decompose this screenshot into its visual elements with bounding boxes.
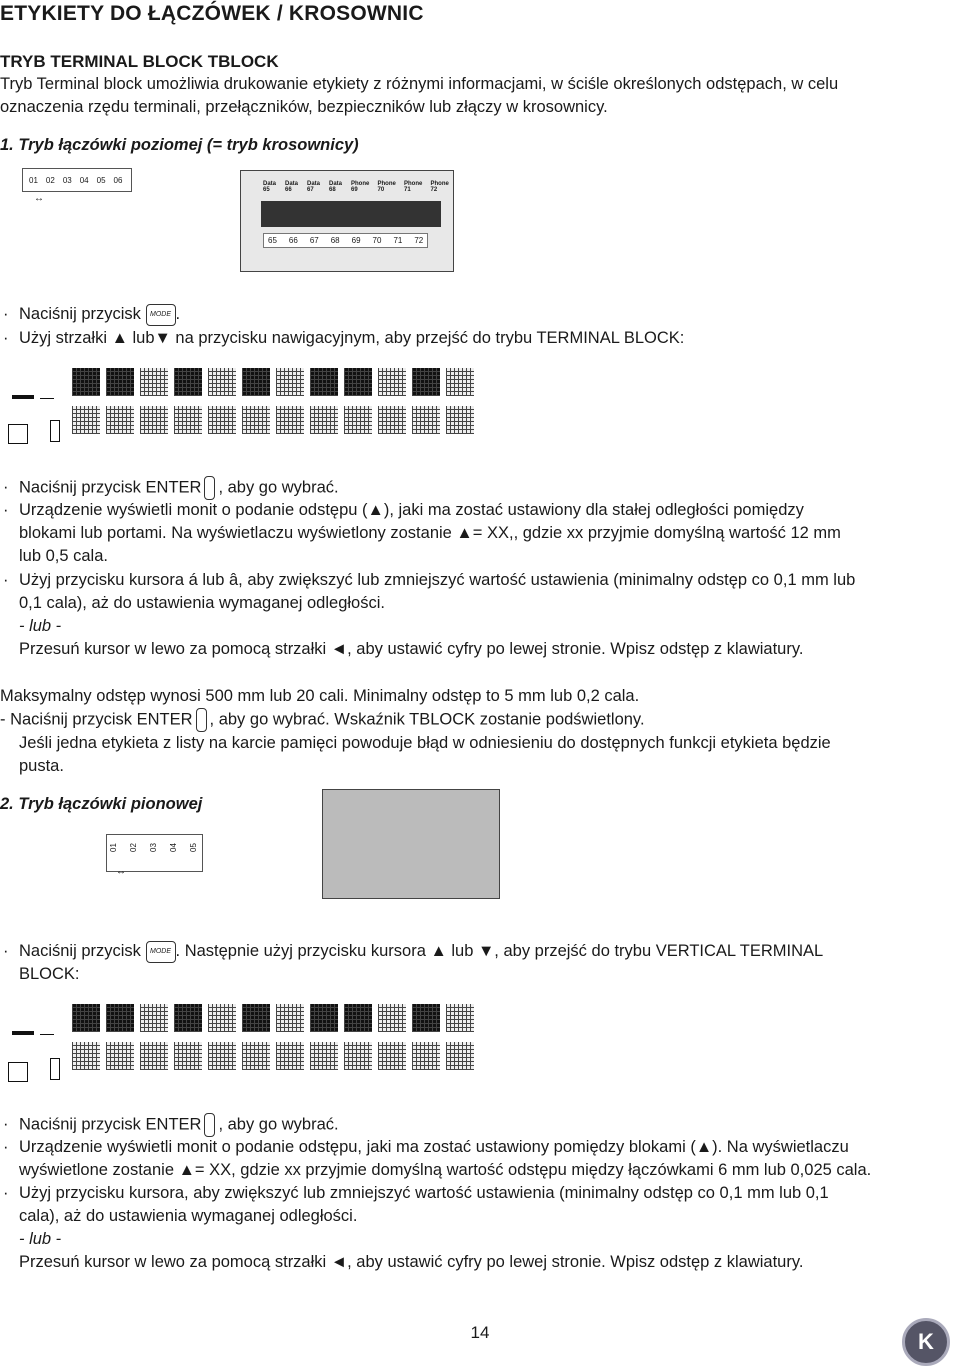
- panel-label: Data 67: [307, 181, 321, 193]
- error-note: Jeśli jedna etykieta z listy na karcie pamięci powoduje błąd w odniesieniu do dostępnych funkcji etykieta będzie: [19, 734, 831, 752]
- lcd-indicator-icon: [40, 1034, 54, 1035]
- mode-button-icon: MODE: [146, 941, 176, 963]
- panel-label: 65: [268, 236, 277, 245]
- strip-num: 01: [108, 843, 118, 852]
- lcd-display-top-row: [72, 368, 474, 396]
- bullet-text: Przesuń kursor w lewo za pomocą strzałki ◄, aby ustawić cyfry po lewej stronie. Wpisz odstęp z klawiatury.: [19, 1253, 804, 1271]
- label-strip-horizontal: [22, 168, 132, 192]
- bullet-text: Użyj przycisku kursora, aby zwiększyć lub zmniejszyć wartość ustawienia (minimalny odstęp co 0,1 mm lub 0,1: [19, 1184, 829, 1202]
- bullet-text: , aby go wybrać.: [218, 478, 339, 497]
- bullet-text: Naciśnij przycisk: [19, 305, 141, 323]
- battery-icon: [50, 1058, 60, 1080]
- terminal-block-image: [322, 789, 500, 899]
- panel-label: 66: [288, 236, 298, 245]
- strip-num: 04: [79, 175, 89, 185]
- enter-tblock-line: [0, 708, 645, 732]
- panel-label: Data 66: [285, 181, 299, 193]
- bullet-text: Użyj przycisku kursora á lub â, aby zwiększyć lub zmniejszyć wartość ustawienia (minimalny odstęp co 0,1 mm lub: [19, 571, 856, 589]
- bullet-text: - lub -: [19, 617, 62, 635]
- section-title: TRYB TERMINAL BLOCK TBLOCK: [0, 52, 279, 71]
- error-note: pusta.: [19, 757, 64, 775]
- page-title: ETYKIETY DO ŁĄCZÓWEK / KROSOWNIC: [0, 2, 424, 25]
- strip-num: 05: [188, 843, 198, 852]
- subheading-horizontal: 1. Tryb łączówki poziomej (= tryb krosownicy): [0, 136, 359, 154]
- lcd-display-top-row-2: [72, 1004, 474, 1032]
- page-number: 14: [470, 1323, 490, 1342]
- panel-label: Data 68: [329, 181, 343, 193]
- intro-line-1: Tryb Terminal block umożliwia drukowanie etykiety z różnymi informacjami, w ściśle określonych odstępach, w celu: [0, 75, 839, 93]
- bullet-text: Naciśnij przycisk ENTER: [19, 478, 202, 497]
- enter-button-icon: [204, 1113, 215, 1137]
- bullet-text: cala), aż do ustawienia wymaganej odległości.: [19, 1207, 358, 1225]
- lcd-indicator-icon: [12, 1031, 34, 1035]
- strip-num: 06: [113, 175, 123, 185]
- battery-icon: [50, 420, 60, 442]
- lcd-display-bottom-row: [72, 406, 474, 434]
- panel-label: 69: [351, 236, 361, 245]
- panel-label: 71: [393, 236, 403, 245]
- panel-label: 68: [330, 236, 340, 245]
- bullet-text: Urządzenie wyświetli monit o podanie odstępu (▲), jaki ma zostać ustawiony dla stałej odległości pomiędzy: [19, 501, 804, 519]
- enter-button-icon: [204, 476, 215, 500]
- spacing-arrow-icon: ↔: [116, 866, 126, 877]
- bullet-text: BLOCK:: [19, 965, 80, 983]
- panel-label: Phone 71: [404, 181, 423, 193]
- panel-label: Phone 69: [351, 181, 370, 193]
- bullet-text: .: [175, 305, 181, 323]
- strip-num: 03: [148, 843, 158, 852]
- lcd-grid-icon: [8, 1062, 28, 1082]
- intro-line-2: oznaczenia rzędu terminali, przełączników, bezpieczników lub złączy w krosownicy.: [0, 98, 608, 116]
- bullet-text: wyświetlone zostanie ▲= XX, gdzie xx przyjmie domyślną wartość odstępu między łączówkami 6 mm lub 0,025 cala.: [19, 1161, 872, 1179]
- lcd-display-bottom-row-2: [72, 1042, 474, 1070]
- strip-num: 02: [45, 175, 55, 185]
- mode-button-icon: MODE: [146, 304, 176, 326]
- bullet-text: Urządzenie wyświetli monit o podanie odstępu, jaki ma zostać ustawiony pomiędzy blokami (▲). Na wyświetlaczu: [19, 1138, 849, 1156]
- subheading-vertical: 2. Tryb łączówki pionowej: [0, 795, 203, 813]
- spacing-arrow-icon: ↔: [34, 193, 44, 204]
- panel-label: 70: [372, 236, 382, 245]
- strip-num: 03: [62, 175, 72, 185]
- panel-label: 67: [309, 236, 319, 245]
- strip-num: 04: [168, 843, 178, 852]
- bullet-text: Naciśnij przycisk: [19, 942, 141, 960]
- bullet-text: , aby go wybrać.: [218, 1115, 339, 1134]
- strip-num: 02: [128, 843, 138, 852]
- panel-label: Phone 70: [377, 181, 396, 193]
- bullet-text: Przesuń kursor w lewo za pomocą strzałki ◄, aby ustawić cyfry po lewej stronie. Wpisz odstęp z klawiatury.: [19, 640, 804, 658]
- enter-button-icon: [196, 708, 207, 732]
- bullet-text: - lub -: [19, 1230, 62, 1248]
- strip-num: 01: [29, 175, 38, 185]
- bullet-text: , aby go wybrać. Wskaźnik TBLOCK zostanie podświetlony.: [209, 710, 645, 729]
- back-navigation-icon[interactable]: K: [902, 1318, 950, 1366]
- bullet-text: blokami lub portami. Na wyświetlaczu wyświetlony zostanie ▲= XX,, gdzie xx przyjmie domyślną wartość 12 mm: [19, 524, 841, 542]
- panel-label: 72: [414, 236, 424, 245]
- bullet-text: 0,1 cala), aż do ustawienia wymaganej odległości.: [19, 594, 385, 612]
- bullet-text: Naciśnij przycisk ENTER: [19, 1115, 202, 1134]
- strip-num: 05: [96, 175, 106, 185]
- bullet-text: - Naciśnij przycisk ENTER: [0, 710, 193, 729]
- lcd-grid-icon: [8, 424, 28, 444]
- lcd-indicator-icon: [12, 395, 34, 399]
- panel-label: Phone 72: [430, 181, 449, 193]
- bullet-text: . Następnie użyj przycisku kursora ▲ lub ▼, aby przejść do trybu VERTICAL TERMINAL: [175, 942, 824, 960]
- bullet-text: lub 0,5 cala.: [19, 547, 108, 565]
- panel-label: Data 65: [263, 181, 277, 193]
- bullet-text: Użyj strzałki ▲ lub▼ na przycisku nawigacyjnym, aby przejść do trybu TERMINAL BLOCK:: [19, 329, 685, 347]
- patch-panel-image: [240, 170, 454, 272]
- max-spacing-text: Maksymalny odstęp wynosi 500 mm lub 20 cali. Minimalny odstęp to 5 mm lub 0,2 cala.: [0, 687, 640, 705]
- lcd-indicator-icon: [40, 398, 54, 399]
